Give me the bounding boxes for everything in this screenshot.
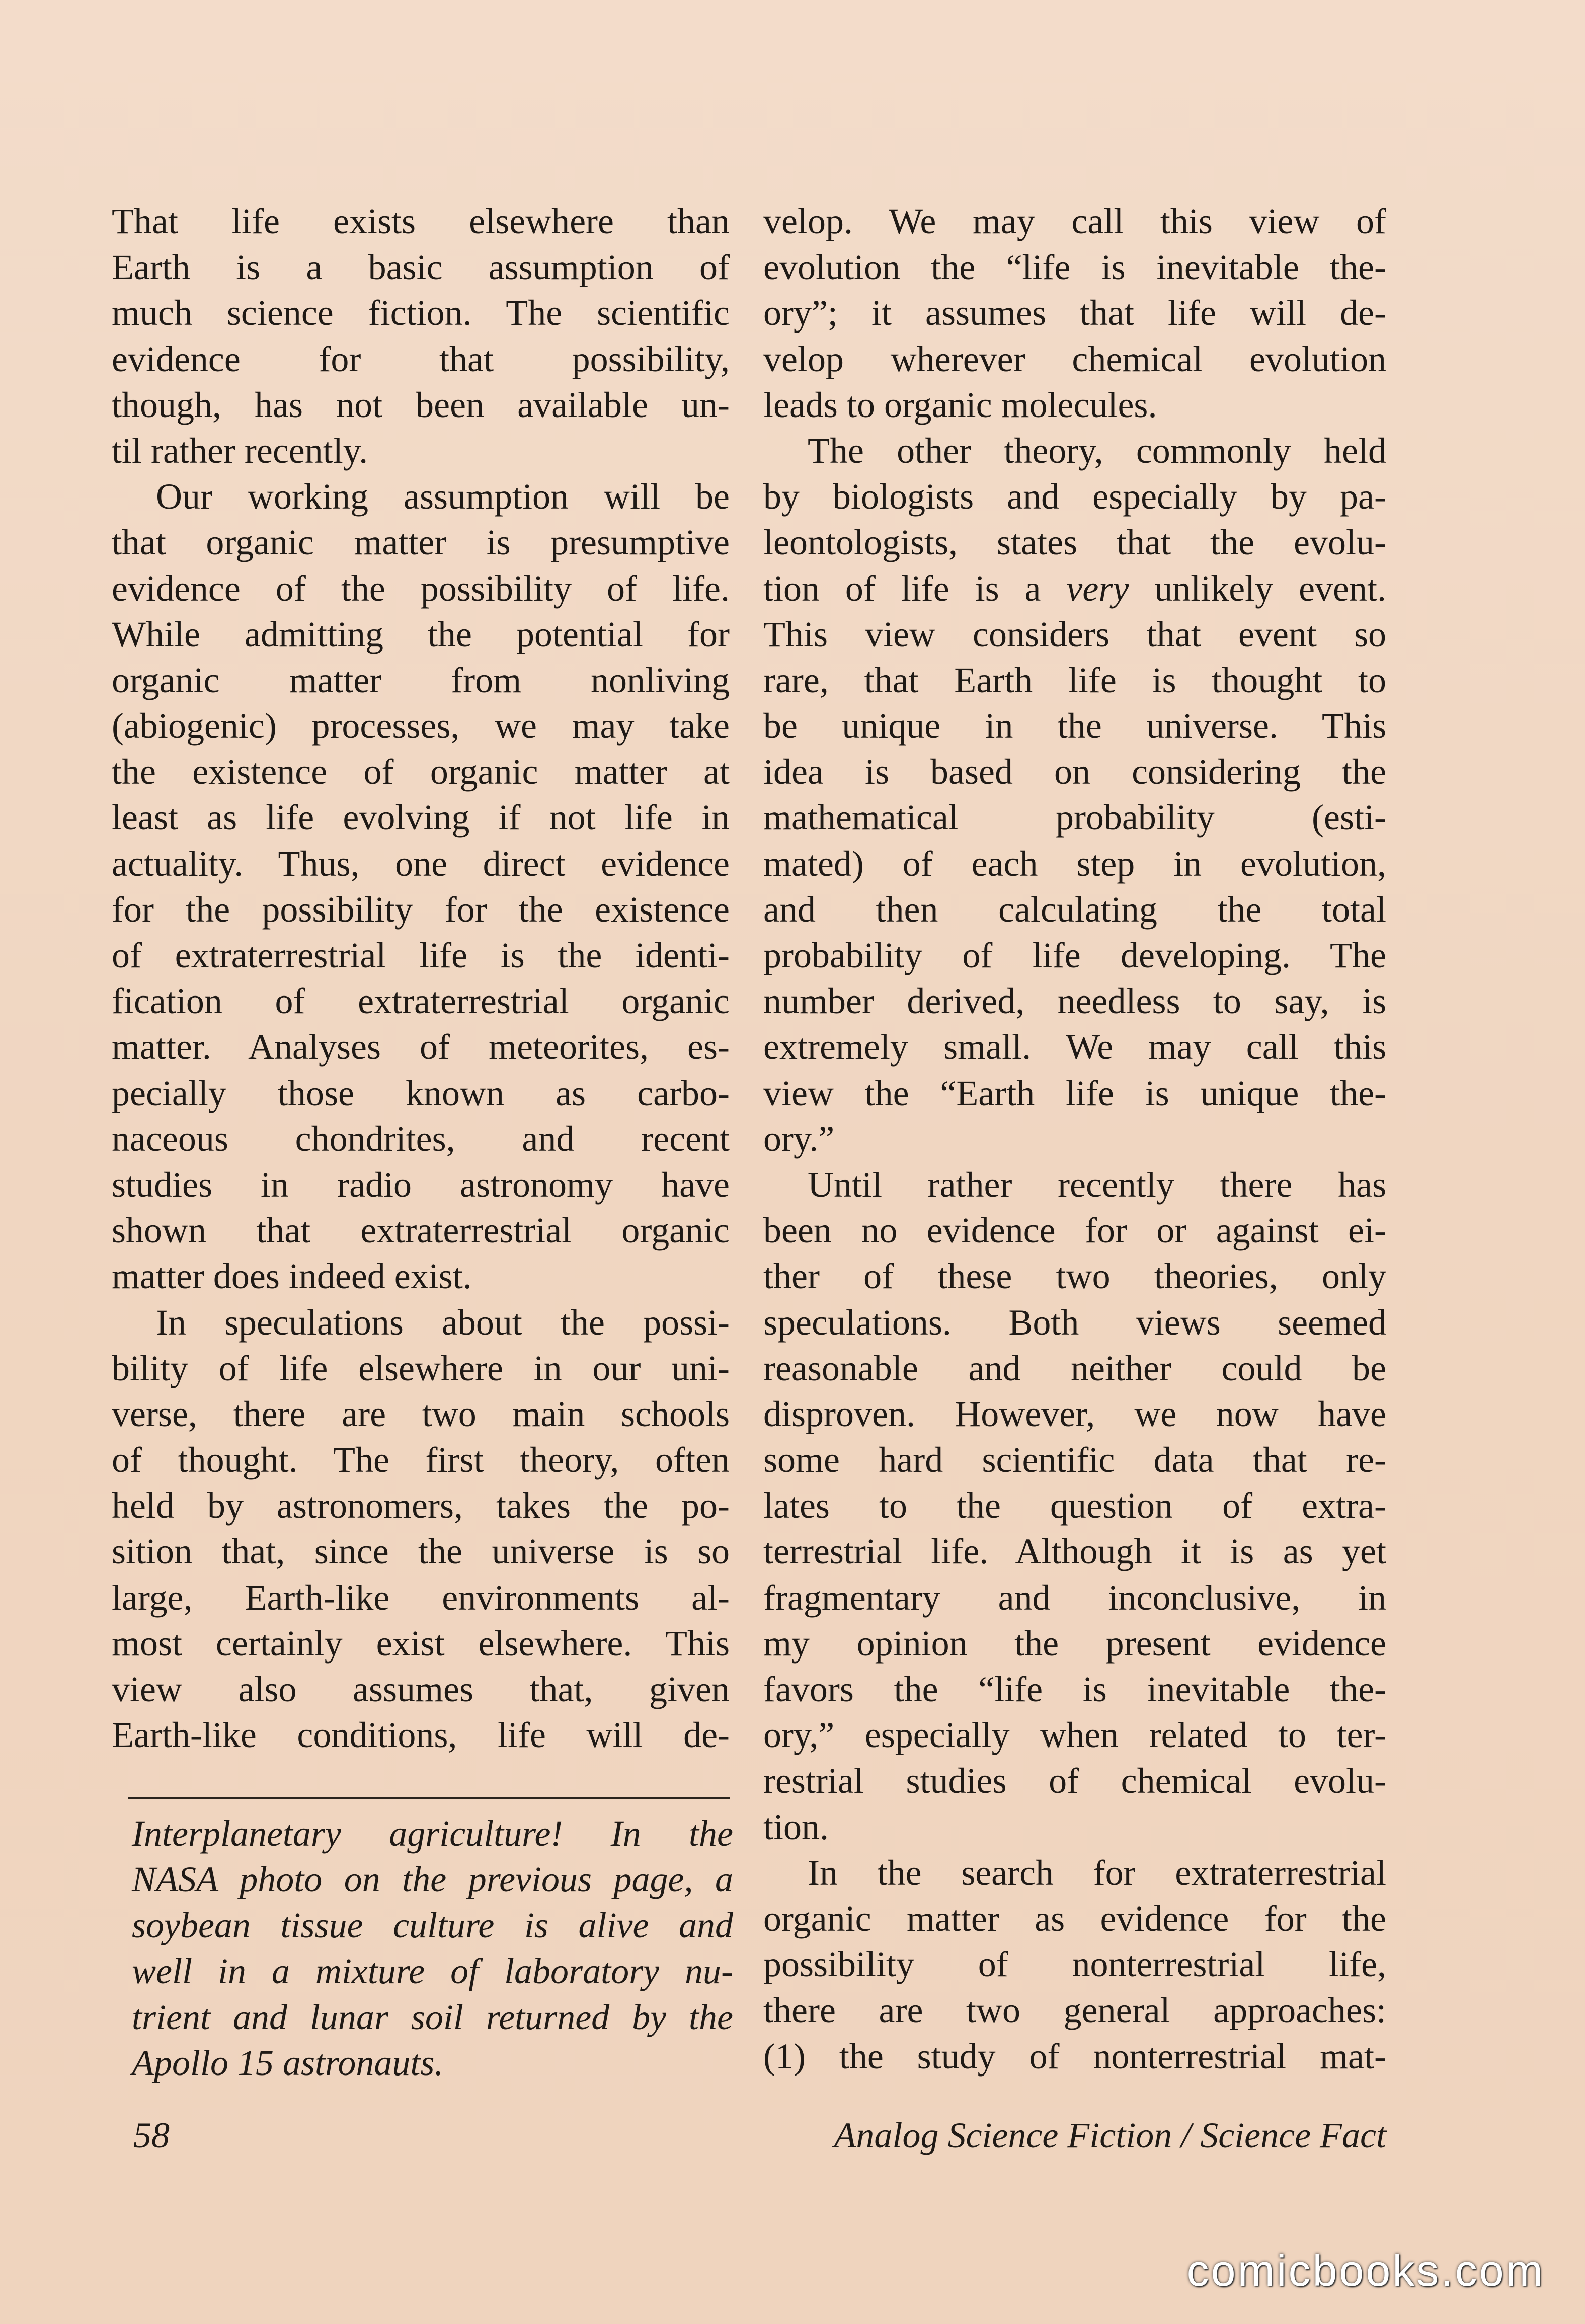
- text-line: disproven. However, we now have: [763, 1393, 1386, 1434]
- text-line: number derived, needless to say, is: [763, 981, 1386, 1022]
- text-line: some hard scientific data that re-: [763, 1440, 1386, 1480]
- text-line: Our working assumption will be: [156, 476, 730, 517]
- text-line: In speculations about the possi-: [156, 1302, 730, 1343]
- text-line: sition that, since the universe is so: [112, 1531, 730, 1572]
- text-line: (1) the study of nonterrestrial mat-: [763, 2036, 1386, 2077]
- text-line: that organic matter is presumptive: [112, 522, 730, 563]
- text-line: favors the “life is inevitable the-: [763, 1669, 1386, 1709]
- text-line: mathematical probability (esti-: [763, 797, 1386, 838]
- text-line: terrestrial life. Although it is as yet: [763, 1531, 1386, 1572]
- text-line: ory”; it assumes that life will de-: [763, 293, 1386, 334]
- left-column: [112, 199, 730, 1758]
- text-line: possibility of nonterrestrial life,: [763, 1944, 1386, 1985]
- text-line: bility of life elsewhere in our uni-: [112, 1348, 730, 1388]
- text-line: velop. We may call this view of: [763, 201, 1386, 241]
- caption-divider: [128, 1797, 730, 1799]
- text-line: tion.: [763, 1806, 829, 1847]
- text-line: shown that extraterrestrial organic: [112, 1210, 730, 1251]
- caption-line: NASA photo on the previous page, a: [132, 1859, 733, 1900]
- text-line: ther of these two theories, only: [763, 1256, 1386, 1297]
- text-line: reasonable and neither could be: [763, 1348, 1386, 1388]
- emphasis-very: very: [1066, 568, 1129, 609]
- text-line: most certainly exist elsewhere. This: [112, 1623, 730, 1664]
- text-line: matter does indeed exist.: [112, 1256, 472, 1297]
- text-line: my opinion the present evidence: [763, 1623, 1386, 1664]
- text-line: least as life evolving if not life in: [112, 797, 730, 838]
- text-line: Earth-like conditions, life will de-: [112, 1715, 730, 1756]
- caption-line: Interplanetary agriculture! In the: [132, 1813, 733, 1854]
- running-title: Analog Science Fiction / Science Fact: [834, 2115, 1386, 2155]
- text-line: of thought. The first theory, often: [112, 1440, 730, 1480]
- text-line: That life exists elsewhere than: [112, 201, 730, 241]
- text-line: ory,” especially when related to ter-: [763, 1715, 1386, 1756]
- text-line: til rather recently.: [112, 430, 368, 471]
- text-line: and then calculating the total: [763, 889, 1386, 930]
- text-line: leontologists, states that the evolu-: [763, 522, 1386, 563]
- page-number: 58: [133, 2115, 170, 2155]
- text-line: naceous chondrites, and recent: [112, 1118, 730, 1159]
- text-line: studies in radio astronomy have: [112, 1164, 730, 1205]
- caption-line: trient and lunar soil returned by the: [132, 1997, 733, 2037]
- caption-line: well in a mixture of laboratory nu-: [132, 1951, 733, 1991]
- text-line: fication of extraterrestrial organic: [112, 981, 730, 1022]
- text-line: there are two general approaches:: [763, 1990, 1386, 2031]
- text-line: pecially those known as carbo-: [112, 1072, 730, 1113]
- text-line: velop wherever chemical evolution: [763, 339, 1386, 379]
- text-line: This view considers that event so: [763, 614, 1386, 654]
- text-line: Until rather recently there has: [808, 1164, 1386, 1205]
- text-line: view also assumes that, given: [112, 1669, 730, 1709]
- caption-line: Apollo 15 astronauts.: [132, 2042, 444, 2083]
- text-line: ory.”: [763, 1118, 835, 1159]
- text-line: mated) of each step in evolution,: [763, 843, 1386, 884]
- text-line: (abiogenic) processes, we may take: [112, 706, 730, 746]
- text-line: While admitting the potential for: [112, 614, 730, 654]
- photo-caption: [132, 1811, 733, 2086]
- text-line: actuality. Thus, one direct evidence: [112, 843, 730, 884]
- text-line: matter. Analyses of meteorites, es-: [112, 1027, 730, 1067]
- text-line: extremely small. We may call this: [763, 1027, 1386, 1067]
- text-line: verse, there are two main schools: [112, 1393, 730, 1434]
- text-segment: tion of life is a: [763, 568, 1067, 609]
- text-line: been no evidence for or against ei-: [763, 1210, 1386, 1251]
- text-line: lates to the question of extra-: [763, 1485, 1386, 1526]
- text-line: leads to organic molecules.: [763, 384, 1157, 425]
- text-line: by biologists and especially by pa-: [763, 476, 1386, 517]
- text-line: rare, that Earth life is thought to: [763, 659, 1386, 700]
- text-line: much science fiction. The scientific: [112, 293, 730, 334]
- text-line: [763, 566, 1386, 612]
- text-line: Earth is a basic assumption of: [112, 247, 730, 288]
- watermark: comicbooks.com: [1186, 2246, 1545, 2295]
- text-line: the existence of organic matter at: [112, 752, 730, 792]
- text-line: The other theory, commonly held: [808, 430, 1386, 471]
- text-line: fragmentary and inconclusive, in: [763, 1577, 1386, 1618]
- text-line: organic matter from nonliving: [112, 659, 730, 700]
- text-line: organic matter as evidence for the: [763, 1898, 1386, 1939]
- text-line: evolution the “life is inevitable the-: [763, 247, 1386, 288]
- text-line: evidence for that possibility,: [112, 339, 730, 379]
- text-line: large, Earth-like environments al-: [112, 1577, 730, 1618]
- text-line: held by astronomers, takes the po-: [112, 1485, 730, 1526]
- text-line: of extraterrestrial life is the identi-: [112, 935, 730, 975]
- text-line: though, has not been available un-: [112, 384, 730, 425]
- text-line: probability of life developing. The: [763, 935, 1386, 975]
- caption-line: soybean tissue culture is alive and: [132, 1905, 733, 1946]
- text-line: In the search for extraterrestrial: [808, 1852, 1386, 1893]
- text-line: idea is based on considering the: [763, 752, 1386, 792]
- text-line: for the possibility for the existence: [112, 889, 730, 930]
- text-segment: unlikely event.: [1129, 568, 1387, 609]
- text-line: view the “Earth life is unique the-: [763, 1072, 1386, 1113]
- text-line: evidence of the possibility of life.: [112, 568, 730, 609]
- text-line: be unique in the universe. This: [763, 706, 1386, 746]
- text-line: speculations. Both views seemed: [763, 1302, 1386, 1343]
- text-line: restrial studies of chemical evolu-: [763, 1761, 1386, 1801]
- right-column: [763, 199, 1386, 2080]
